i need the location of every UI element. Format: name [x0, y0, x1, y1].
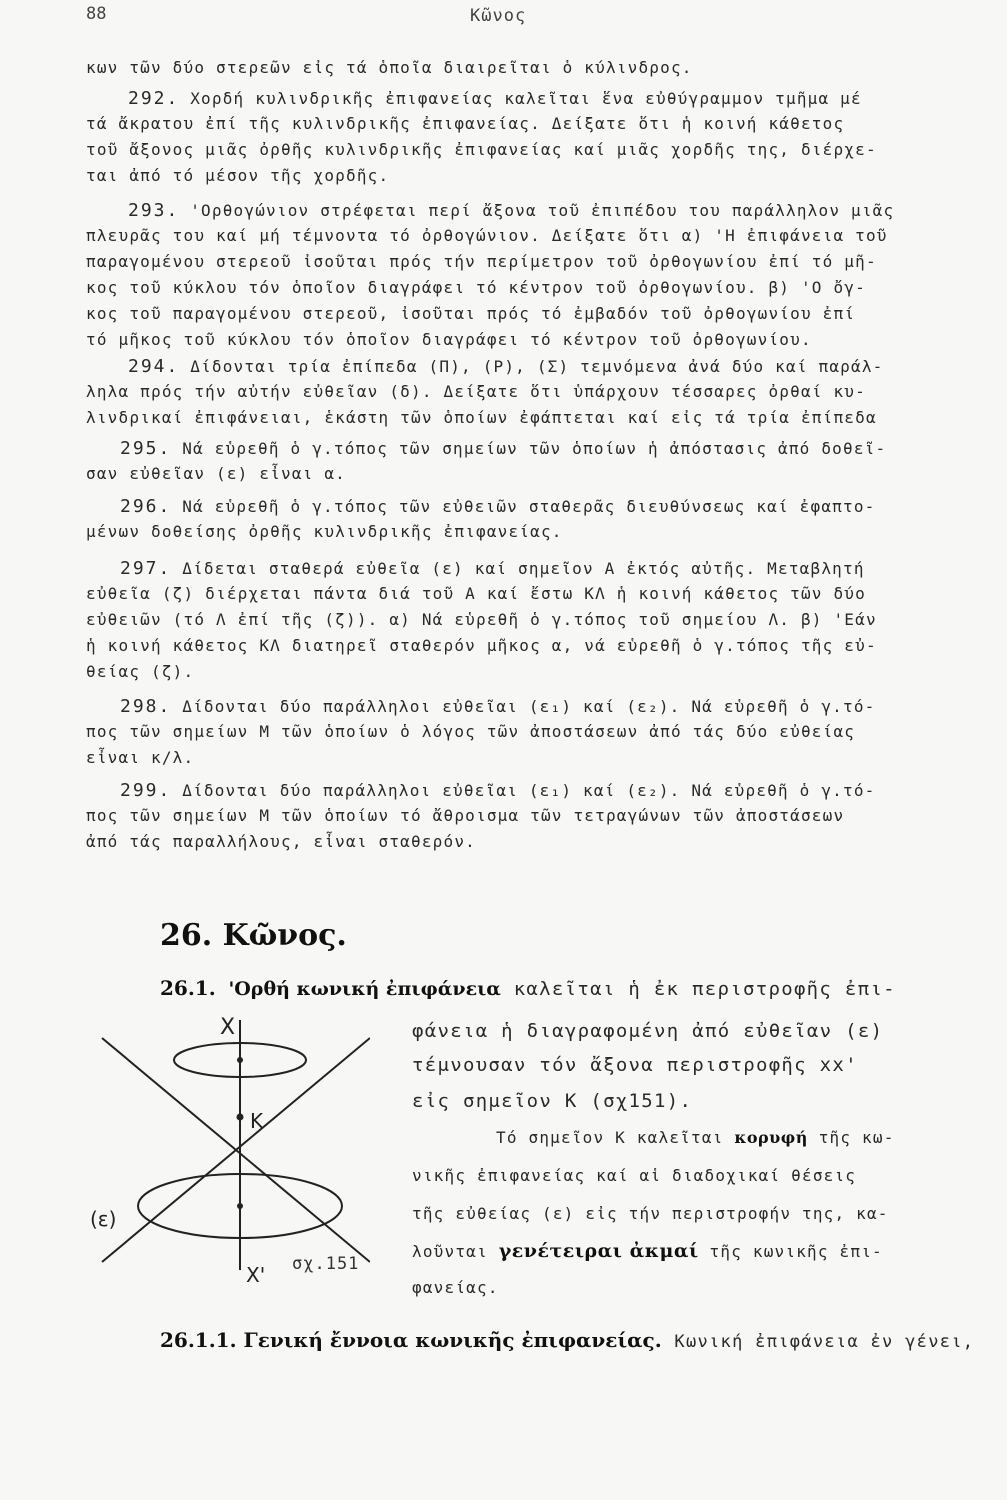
text-line: φάνεια ἡ διαγραφομένη ἀπό εὐθεῖαν (ε): [412, 1020, 884, 1042]
text-line: τέμνουσαν τόν ἄξονα περιστροφῆς xx': [412, 1054, 858, 1076]
text-line: μένων δοθείσης ὀρθῆς κυλινδρικῆς ἐπιφανείας.: [86, 522, 563, 541]
text-line: θείας (ζ).: [86, 662, 195, 681]
subsection-26-1-1: [160, 1328, 974, 1352]
vertex-point: [237, 1114, 244, 1121]
label-x: X: [220, 1015, 236, 1040]
exercise-number: 297.: [120, 558, 172, 579]
keyword-generators: γενέτειραι ἀκμαί: [498, 1240, 699, 1262]
label-k: K: [250, 1109, 264, 1133]
exercise-number: 294.: [128, 356, 180, 377]
exercise-number: 299.: [120, 780, 172, 801]
figure-caption: σχ.151: [292, 1254, 360, 1274]
text-line: ληλα πρός τήν αὐτήν εὐθεῖαν (δ). Δείξατε ὅτι ὑπάρχουν τέσσαρες ὀρθαί κυ-: [86, 382, 866, 401]
text-line: [120, 558, 865, 579]
text-line: ται ἀπό τό μέσον τῆς χορδῆς.: [86, 166, 390, 185]
subsection-title: 26.1.1. Γενική ἔννοια κωνικῆς ἐπιφανείας.: [160, 1328, 662, 1352]
text-line: τά ἄκρατου ἐπί τῆς κυλινδρικῆς ἐπιφανείας. Δείξατε ὅτι ἡ κοινή κάθετος: [86, 114, 845, 133]
text-span: Δίδονται τρία ἐπίπεδα (Π), (Ρ), (Σ) τεμνόμενα ἀνά δύο καί παράλ-: [190, 357, 884, 376]
exercise-number: 295.: [120, 438, 172, 459]
defined-term: 'Ορθή κωνική ἐπιφάνεια: [228, 978, 501, 1000]
text-span: Χορδή κυλινδρικῆς ἐπιφανείας καλεῖται ἕνα εὐθύγραμμον τμῆμα μέ: [190, 89, 862, 108]
text-line: [120, 780, 876, 801]
text-span: τῆς κω-: [818, 1128, 895, 1147]
text-line: κος τοῦ κύκλου τόν ὁποῖον διαγράφει τό κέντρον τοῦ ὀρθογωνίου. β) 'Ο ὄγ-: [86, 278, 866, 297]
text-span: Τό σημεῖον Κ καλεῖται: [496, 1128, 724, 1147]
center-point-top: [237, 1057, 243, 1063]
text-line: φανείας.: [412, 1278, 499, 1297]
text-span: Νά εὑρεθῆ ὁ γ.τόπος τῶν εὐθειῶν σταθερᾶς διευθύνσεως καί ἐφαπτο-: [182, 497, 876, 516]
text-line: λινδρικαί ἐπιφάνειαι, ἑκάστη τῶν ὁποίων ἐφάπτεται καί εἰς τά τρία ἐπίπεδα: [86, 408, 877, 427]
text-line: [120, 438, 886, 459]
text-line: κος τοῦ παραγομένου στερεοῦ, ἰσοῦται πρός τό ἐμβαδόν τοῦ ὀρθογωνίου ἐπί: [86, 304, 856, 323]
text-span: τῆς κωνικῆς ἐπι-: [709, 1242, 883, 1261]
text-span: Κωνική ἐπιφάνεια ἐν γένει,: [674, 1332, 975, 1352]
text-line: [496, 1128, 895, 1147]
text-line: [120, 496, 876, 517]
text-span: Δίδονται δύο παράλληλοι εὐθεῖαι (ε₁) καί (ε₂). Νά εὑρεθῆ ὁ γ.τό-: [182, 697, 876, 716]
text-line: [128, 200, 894, 221]
text-line: νικῆς ἐπιφανείας καί αἱ διαδοχικαί θέσεις: [412, 1166, 857, 1185]
text-line: τοῦ ἄξονος μιᾶς ὀρθῆς κυλινδρικῆς ἐπιφανείας καί μιᾶς χορδῆς της, διέρχε-: [86, 140, 877, 159]
label-e: (ε): [90, 1207, 117, 1231]
text-line: εὐθειῶν (τό Λ ἐπί τῆς (ζ)). α) Νά εὑρεθῆ ὁ γ.τόπος τοῦ σημείου Λ. β) 'Εάν: [86, 610, 877, 629]
text-line: [120, 696, 876, 717]
text-span: λοῦνται: [412, 1242, 488, 1261]
text-line: [128, 356, 884, 377]
text-line: εἰς σημεῖον Κ (σχ151).: [412, 1090, 693, 1112]
exercise-number: 293.: [128, 200, 180, 221]
cone-figure: [70, 1000, 370, 1290]
text-line: πος τῶν σημείων Μ τῶν ὁποίων ὁ λόγος τῶν ἀποστάσεων ἀπό τάς δύο εὐθείας: [86, 722, 856, 741]
subsection-number: 26.1.: [160, 976, 216, 1000]
text-line: παραγομένου στερεοῦ ἰσοῦται πρός τήν περίμετρον τοῦ ὀρθογωνίου ἐπί τό μῆ-: [86, 252, 877, 271]
exercise-number: 292.: [128, 88, 180, 109]
text-line: [412, 1240, 883, 1262]
text-span: Δίδεται σταθερά εὐθεῖα (ε) καί σημεῖον Α ἐκτός αὐτῆς. Μεταβλητή: [182, 559, 865, 578]
text-line: [128, 88, 862, 109]
text-span: Δίδονται δύο παράλληλοι εὐθεῖαι (ε₁) καί (ε₂). Νά εὑρεθῆ ὁ γ.τό-: [182, 781, 876, 800]
section-heading: 26. Κῶνος.: [160, 918, 347, 953]
text-line: [160, 976, 896, 1000]
text-span: Νά εὑρεθῆ ὁ γ.τόπος τῶν σημείων τῶν ὁποίων ἡ ἀπόστασις ἀπό δοθεῖ-: [182, 439, 887, 458]
label-x-prime: X': [246, 1263, 266, 1287]
text-line: τό μῆκος τοῦ κύκλου τόν ὁποῖον διαγράφει τό κέντρον τοῦ ὀρθογωνίου.: [86, 330, 812, 349]
text-line: κων τῶν δύο στερεῶν εἰς τά ὁποῖα διαιρεῖται ὁ κύλινδρος.: [86, 58, 693, 77]
exercise-number: 296.: [120, 496, 172, 517]
exercise-number: 298.: [120, 696, 172, 717]
center-point-bottom: [237, 1203, 243, 1209]
running-title: Κῶνος: [470, 6, 527, 26]
text-line: εὐθεῖα (ζ) διέρχεται πάντα διά τοῦ Α καί ἔστω ΚΛ ἡ κοινή κάθετος τῶν δύο: [86, 584, 866, 603]
keyword-vertex: κορυφή: [734, 1128, 808, 1147]
page-number: 88: [86, 4, 107, 24]
text-line: τῆς εὐθείας (ε) εἰς τήν περιστροφήν της, κα-: [412, 1204, 889, 1223]
text-line: ἀπό τάς παραλλήλους, εἶναι σταθερόν.: [86, 832, 476, 851]
text-line: ἡ κοινή κάθετος ΚΛ διατηρεῖ σταθερόν μῆκος α, νά εὑρεθῆ ὁ γ.τόπος τῆς εὐ-: [86, 636, 877, 655]
text-line: πλευρᾶς του καί μή τέμνοντα τό ὀρθογώνιον. Δείξατε ὅτι α) 'Η ἐπιφάνεια τοῦ: [86, 226, 888, 245]
text-span: καλεῖται ἡ ἐκ περιστροφῆς ἐπι-: [513, 978, 896, 1000]
text-line: εἶναι κ/λ.: [86, 748, 195, 767]
text-span: 'Ορθογώνιον στρέφεται περί ἄξονα τοῦ ἐπιπέδου του παράλληλον μιᾶς: [190, 201, 895, 220]
text-line: σαν εὐθεῖαν (ε) εἶναι α.: [86, 464, 346, 483]
text-line: πος τῶν σημείων Μ τῶν ὁποίων τό ἄθροισμα τῶν τετραγώνων τῶν ἀποστάσεων: [86, 806, 845, 825]
